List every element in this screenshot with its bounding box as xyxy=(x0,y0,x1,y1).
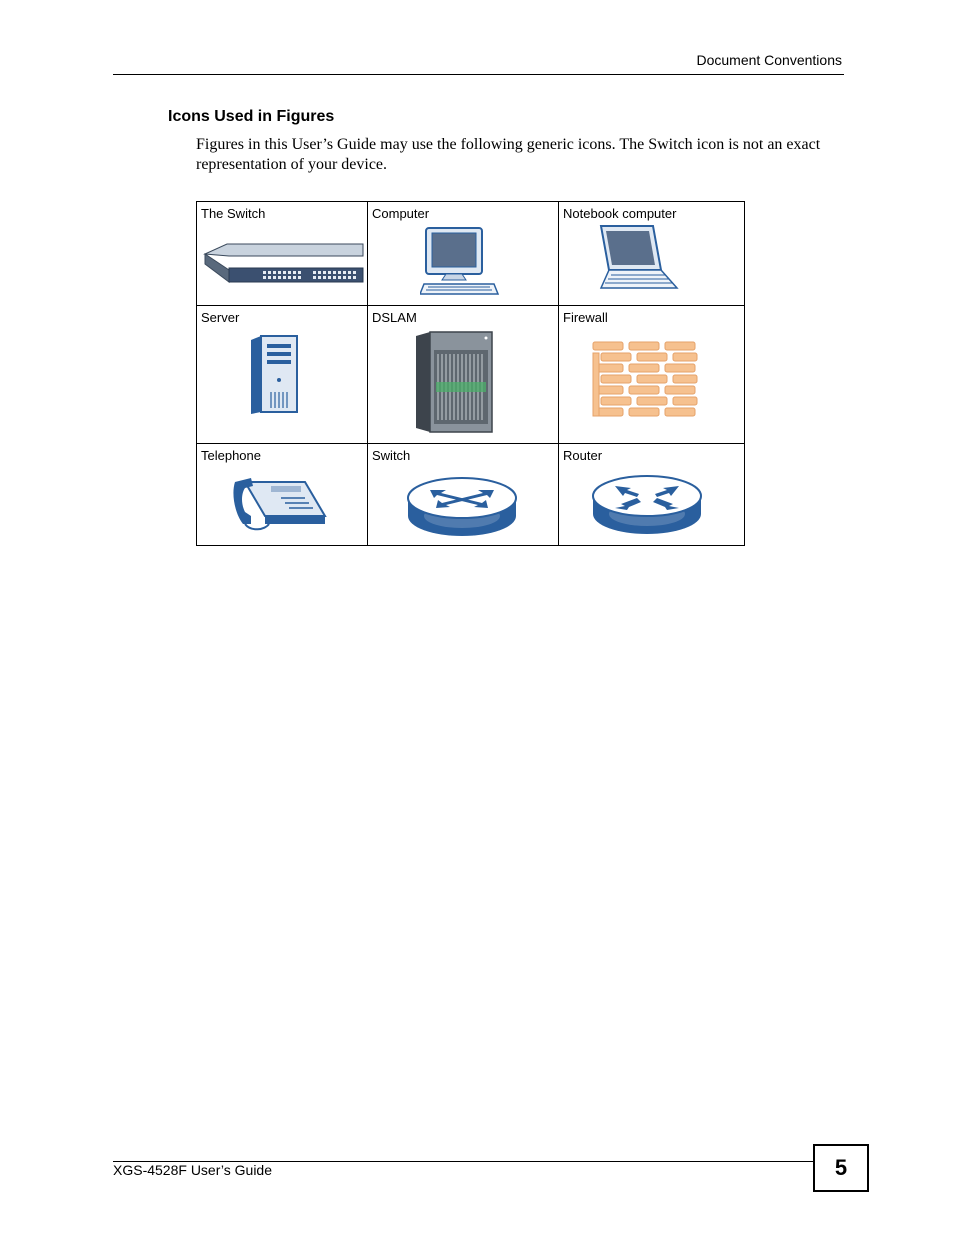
page-number: 5 xyxy=(813,1144,869,1192)
server-icon xyxy=(249,334,303,416)
cell-label: The Switch xyxy=(201,206,266,221)
table-row xyxy=(197,306,745,444)
cell-telephone xyxy=(197,444,368,546)
cell-label: Telephone xyxy=(201,448,261,463)
running-header: Document Conventions xyxy=(696,52,842,68)
cell-label: Notebook computer xyxy=(563,206,677,221)
cell-label: Computer xyxy=(372,206,430,221)
dslam-icon xyxy=(414,330,496,434)
cell-label: DSLAM xyxy=(372,310,417,325)
cell-the-switch xyxy=(197,202,368,306)
telephone-icon xyxy=(231,474,327,532)
cell-computer xyxy=(368,202,559,306)
section-title: Icons Used in Figures xyxy=(168,108,335,125)
table-row xyxy=(197,444,745,546)
header-rule xyxy=(113,74,844,75)
cell-label: Server xyxy=(201,310,240,325)
cell-dslam xyxy=(368,306,559,444)
cell-switch xyxy=(368,444,559,546)
cell-firewall xyxy=(559,306,745,444)
cell-notebook-computer xyxy=(559,202,745,306)
switch-icon xyxy=(406,476,518,538)
notebook-computer-icon xyxy=(595,224,681,292)
icons-table xyxy=(196,201,745,546)
switch-device-icon xyxy=(203,242,365,286)
firewall-icon xyxy=(591,340,701,422)
cell-label: Switch xyxy=(372,448,411,463)
computer-icon xyxy=(420,226,500,296)
cell-router xyxy=(559,444,745,546)
cell-server xyxy=(197,306,368,444)
intro-paragraph: Figures in this User’s Guide may use the following generic icons. The Switch icon is not an exact representation of your device. xyxy=(196,136,821,173)
router-icon xyxy=(591,474,703,536)
table-row xyxy=(197,202,745,306)
cell-label: Router xyxy=(563,448,603,463)
footer-guide-title: XGS-4528F User’s Guide xyxy=(113,1162,272,1178)
cell-label: Firewall xyxy=(563,310,608,325)
